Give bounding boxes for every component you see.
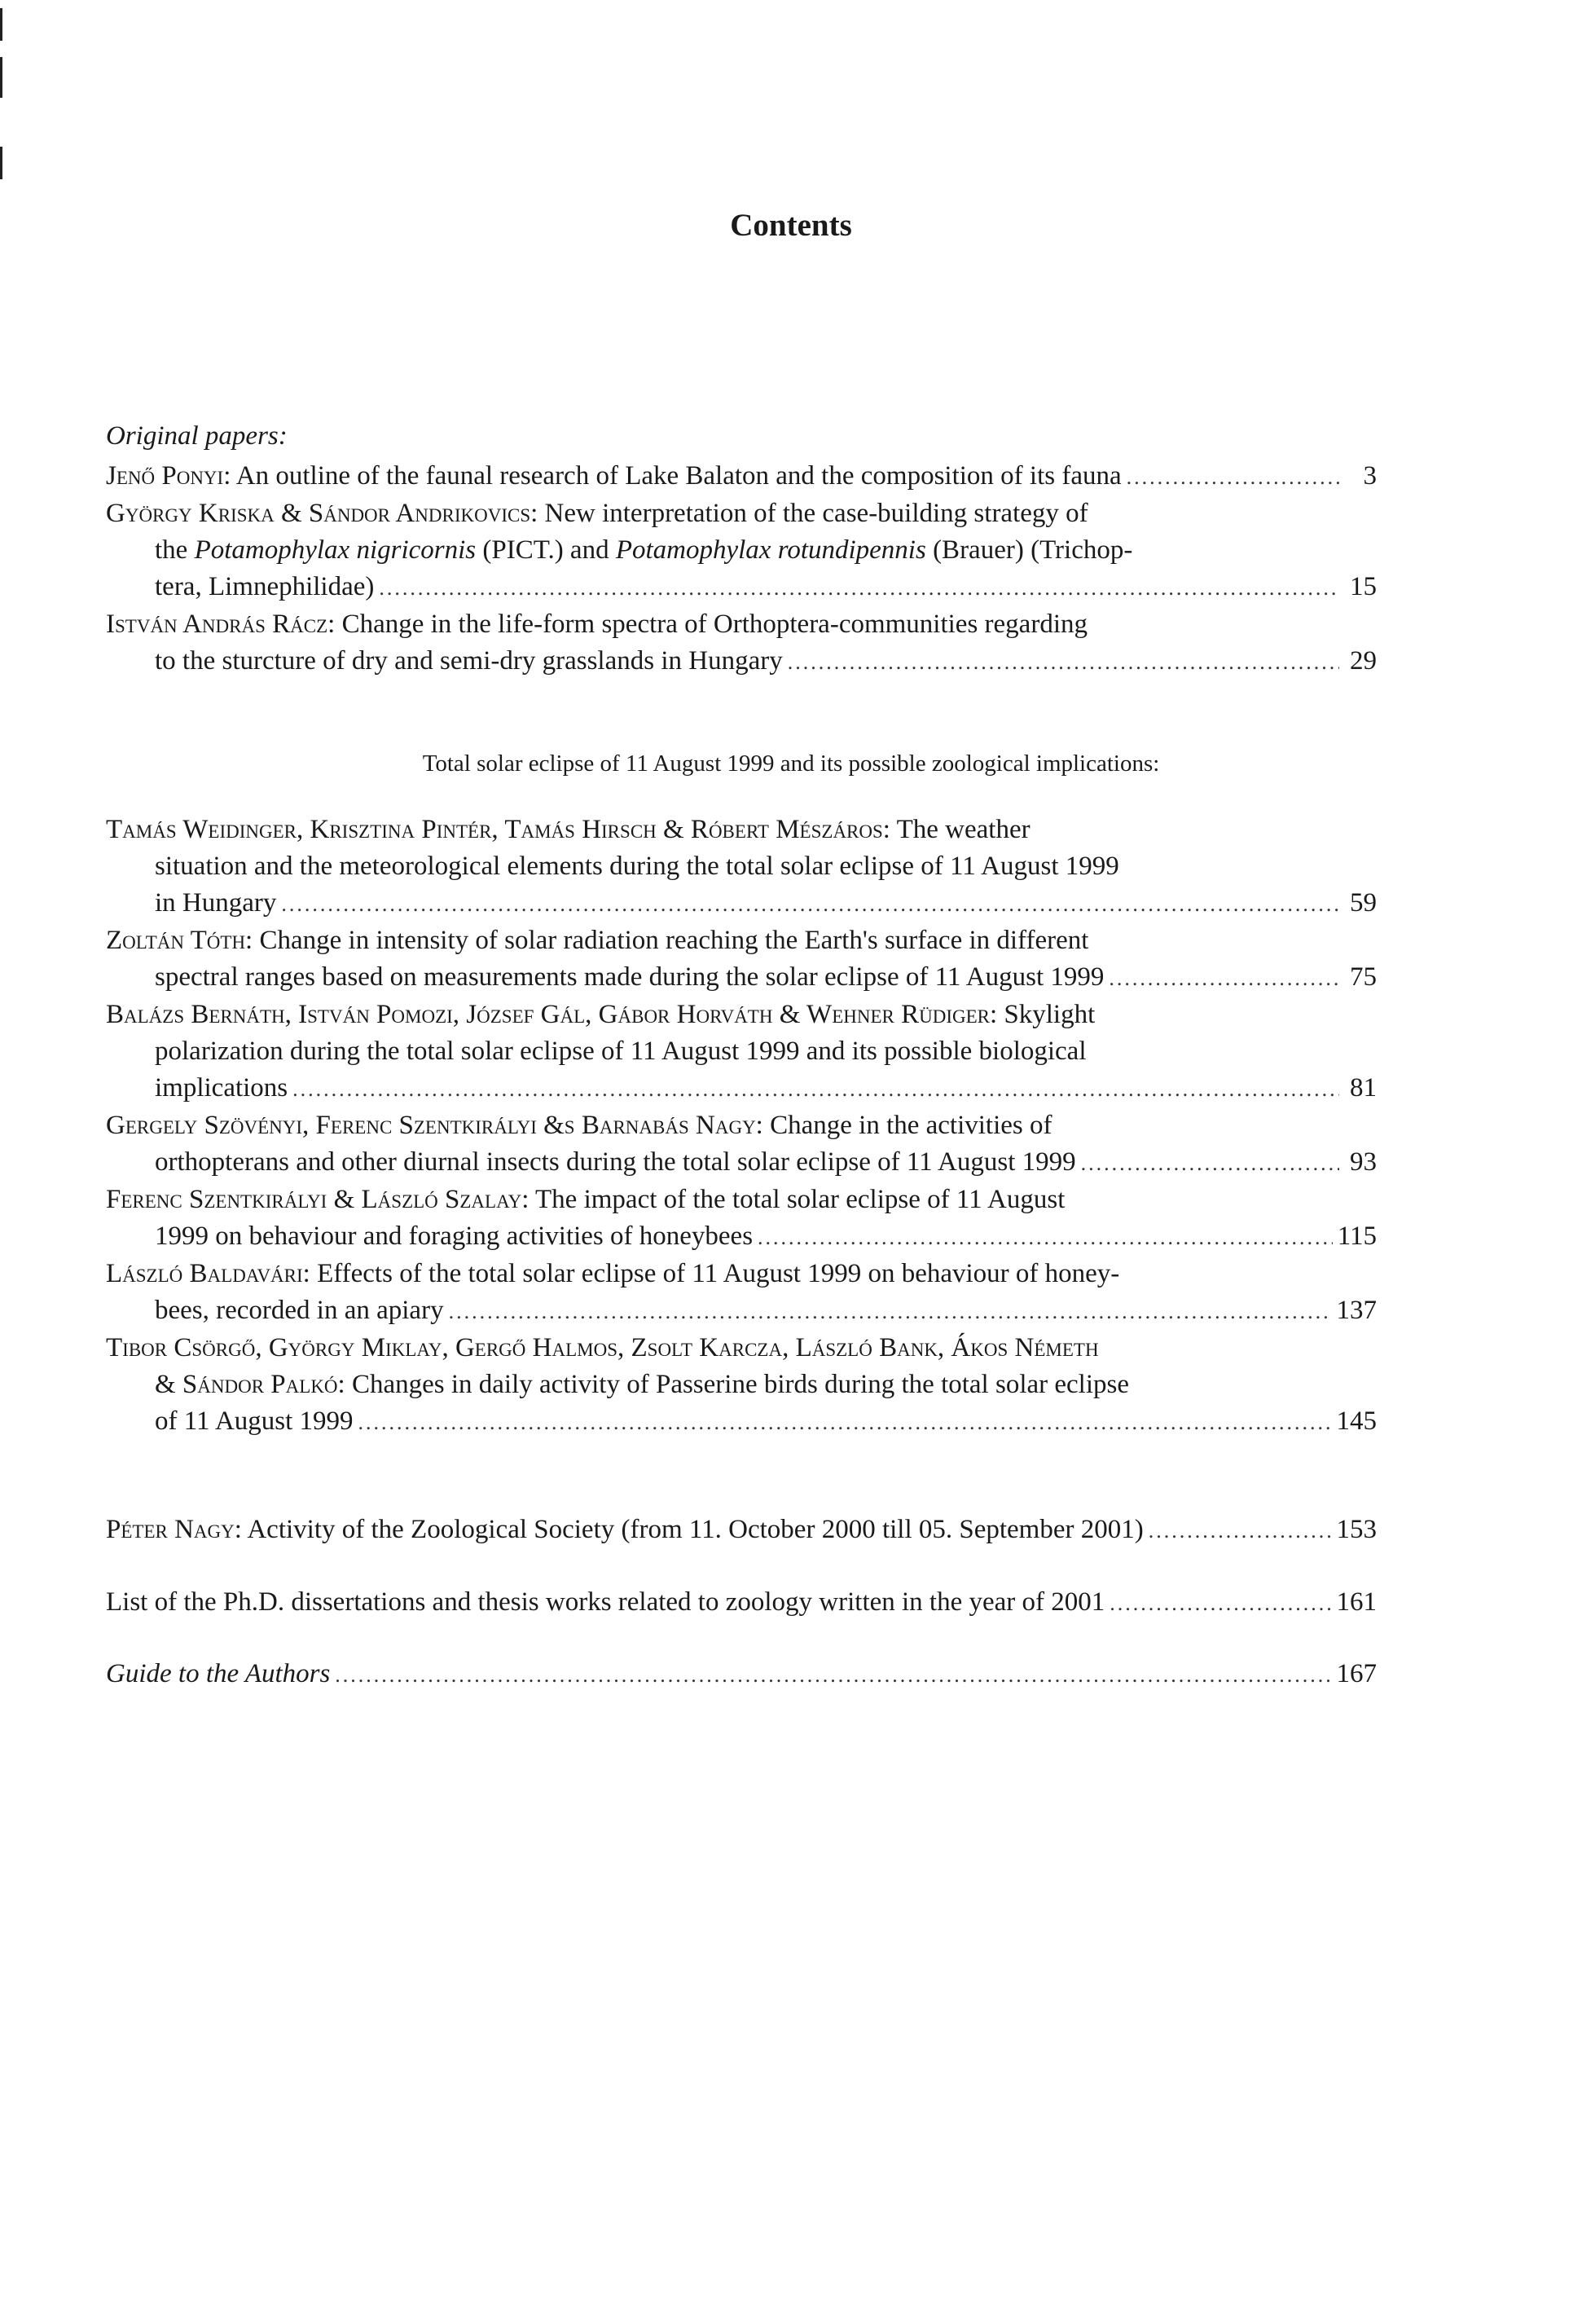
entry-title: The weather — [890, 815, 1030, 844]
entry-title: to the sturcture of dry and semi-dry grasslands in Hungary — [155, 646, 783, 676]
entry-title: Skylight — [997, 1000, 1096, 1029]
dot-leader — [292, 1071, 1339, 1107]
page-number: 137 — [1336, 1296, 1377, 1325]
entry-title: (Brauer) (Trichop- — [925, 535, 1133, 565]
page-title: Contents — [730, 208, 852, 243]
entry-title: orthopterans and other diurnal insects during the total solar eclipse of 11 August 1999 — [155, 1147, 1076, 1177]
entry-authors: Balázs Bernáth, István Pomozi, József Gál, Gábor Horváth & Wehner Rüdiger: — [106, 1000, 998, 1029]
entry-title: An outline of the faunal research of Lake Balaton and the composition of its fauna — [231, 461, 1122, 491]
entry-authors: Péter Nagy: — [106, 1515, 242, 1544]
page-number: 161 — [1336, 1587, 1377, 1617]
entry-authors: György Kriska & Sándor Andrikovics: — [106, 499, 538, 528]
entry-title: 1999 on behaviour and foraging activities of honeybees — [155, 1221, 754, 1251]
entry-title: tera, Limnephilidae) — [155, 572, 375, 601]
dot-leader — [358, 1404, 1332, 1441]
dot-leader — [1109, 960, 1339, 997]
entry-title: Guide to the Authors — [106, 1659, 331, 1688]
page-number: 81 — [1350, 1073, 1377, 1103]
entry-authors: István András Rácz: — [106, 610, 336, 639]
page-number: 93 — [1350, 1147, 1377, 1177]
entry-title: The impact of the total solar eclipse of 11 August — [529, 1185, 1066, 1214]
toc-entry-society[interactable] — [106, 1512, 1377, 1549]
entry-title: of 11 August 1999 — [155, 1406, 354, 1436]
dot-leader — [335, 1657, 1331, 1693]
entry-authors: Zoltán Tóth: — [106, 926, 253, 955]
dot-leader — [281, 886, 1339, 922]
toc-entry[interactable] — [106, 812, 1377, 922]
page-number: 59 — [1350, 888, 1377, 918]
eclipse-papers-list — [106, 812, 1377, 1441]
original-papers-list — [106, 458, 1377, 680]
page-number: 3 — [1363, 461, 1377, 491]
page-number: 15 — [1350, 572, 1377, 601]
entry-title: Change in the life-form spectra of Orthoptera-communities regarding — [335, 610, 1088, 639]
entry-authors: Jenő Ponyi: — [106, 461, 231, 491]
entry-authors: Gergely Szövényi, Ferenc Szentkirályi &s Barnabás Nagy: — [106, 1111, 763, 1140]
toc-entry[interactable] — [106, 458, 1377, 495]
entry-title: spectral ranges based on measurements made during the solar eclipse of 11 August 1999 — [155, 962, 1105, 992]
eclipse-section-heading: Total solar eclipse of 11 August 1999 and its possible zoological implications: — [422, 750, 1160, 777]
entry-title: polarization during the total solar eclipse of 11 August 1999 and its possible biological — [155, 1037, 1087, 1066]
dot-leader — [379, 570, 1339, 606]
toc-entry-dissertations[interactable] — [106, 1584, 1377, 1622]
toc-entry[interactable] — [106, 997, 1377, 1107]
species-name: Potamophylax nigricornis — [194, 535, 477, 565]
entry-title: (PICT.) and — [476, 535, 616, 565]
toc-entry[interactable] — [106, 1182, 1377, 1256]
dot-leader — [1127, 459, 1339, 495]
entry-title: Change in intensity of solar radiation reaching the Earth's surface in different — [253, 926, 1089, 955]
scan-mark — [0, 8, 2, 41]
dot-leader — [788, 644, 1339, 680]
toc-entry[interactable] — [106, 1330, 1377, 1441]
toc-entry[interactable] — [106, 495, 1377, 606]
scan-mark — [0, 147, 2, 179]
entry-title: List of the Ph.D. dissertations and thesis works related to zoology written in the year of 2001 — [106, 1587, 1105, 1617]
entry-title: implications — [155, 1073, 288, 1103]
page-number: 153 — [1336, 1515, 1377, 1544]
toc-entry[interactable] — [106, 1107, 1377, 1182]
entry-authors: Ferenc Szentkirályi & László Szalay: — [106, 1185, 530, 1214]
toc-entry[interactable] — [106, 922, 1377, 997]
entry-title: Change in the activities of — [762, 1111, 1052, 1140]
entry-title: in Hungary — [155, 888, 277, 918]
page-number: 29 — [1350, 646, 1377, 676]
entry-title: the — [155, 535, 195, 565]
entry-title: New interpretation of the case-building strategy of — [538, 499, 1088, 528]
scan-mark — [0, 57, 2, 98]
dot-leader — [449, 1293, 1332, 1330]
toc-entry[interactable] — [106, 606, 1377, 680]
toc-entry-guide[interactable] — [106, 1656, 1377, 1693]
page-number: 167 — [1336, 1659, 1377, 1688]
dot-leader — [758, 1219, 1333, 1256]
entry-title: Changes in daily activity of Passerine birds during the total solar eclipse — [345, 1370, 1129, 1399]
page-number: 115 — [1337, 1221, 1377, 1251]
dot-leader — [1149, 1512, 1332, 1549]
entry-authors: Tibor Csörgő, György Miklay, Gergő Halmos, Zsolt Karcza, László Bank, Ákos Németh — [106, 1333, 1099, 1362]
toc-entry[interactable] — [106, 1256, 1377, 1330]
species-name: Potamophylax rotundipennis — [615, 535, 926, 565]
page-number: 75 — [1350, 962, 1377, 992]
entry-title: Effects of the total solar eclipse of 11 August 1999 on behaviour of honey- — [310, 1259, 1120, 1288]
entry-authors: & Sándor Palkó: — [155, 1370, 345, 1399]
entry-authors: László Baldavári: — [106, 1259, 310, 1288]
entry-title: bees, recorded in an apiary — [155, 1296, 444, 1325]
entry-authors: Tamás Weidinger, Krisztina Pintér, Tamás Hirsch & Róbert Mészáros: — [106, 815, 890, 844]
dot-leader — [1110, 1585, 1331, 1622]
dot-leader — [1081, 1145, 1339, 1182]
entry-title: situation and the meteorological elements during the total solar eclipse of 11 August 1999 — [155, 852, 1119, 881]
page-number: 145 — [1336, 1406, 1377, 1436]
entry-title: Activity of the Zoological Society (from 11. October 2000 till 05. September 2001) — [241, 1515, 1144, 1544]
section-label-original-papers: Original papers: — [106, 421, 288, 451]
